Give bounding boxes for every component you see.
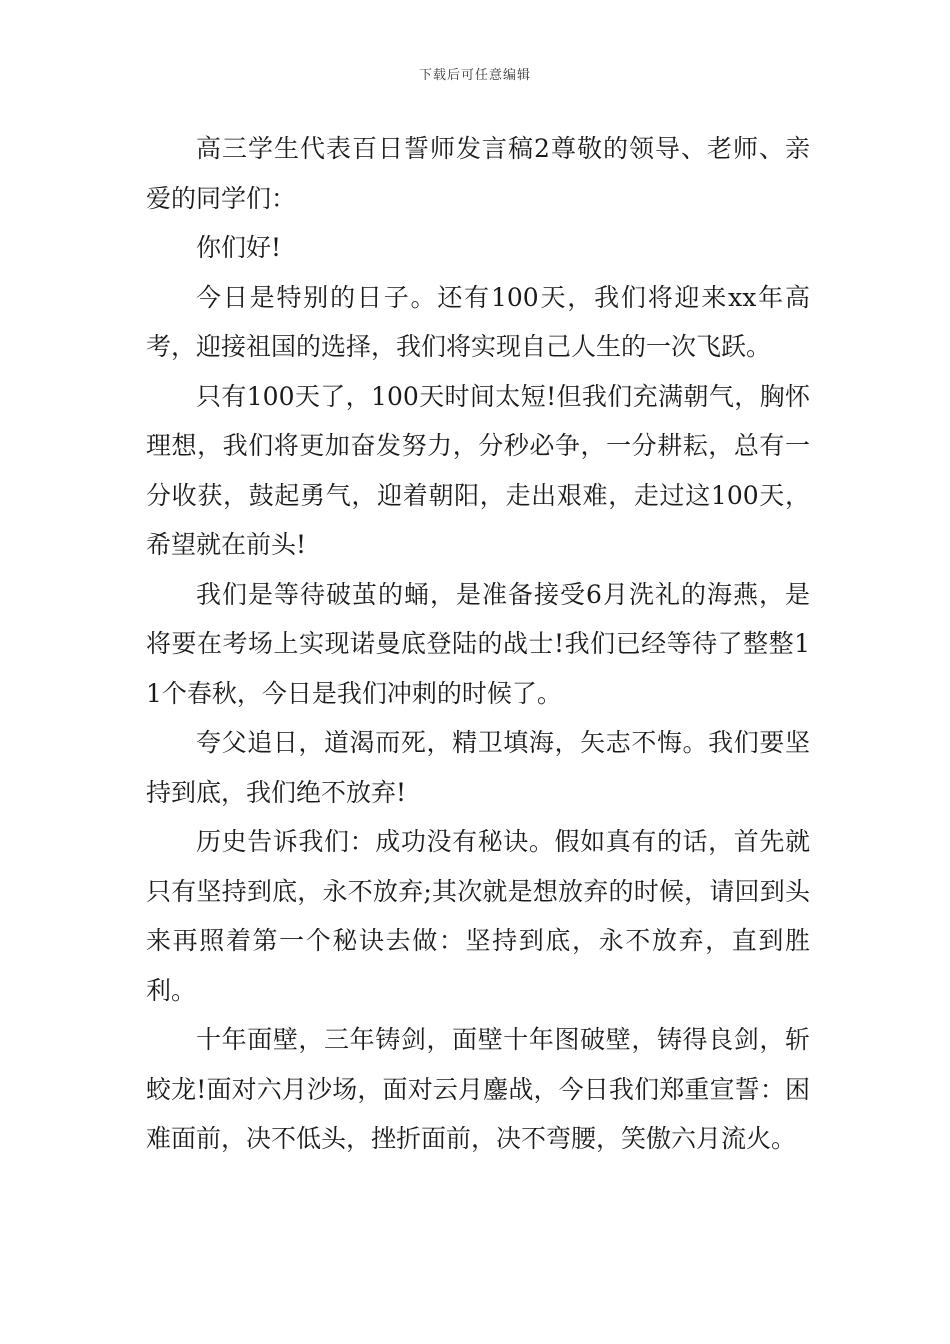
paragraph-title-greeting: 高三学生代表百日誓师发言稿2尊敬的领导、老师、亲爱的同学们： <box>146 134 810 213</box>
paragraph-chrysalis: 我们是等待破茧的蛹，是准备接受6月洗礼的海燕，是将要在考场上实现诺曼底登陆的战士!我们已经等待了整整11个春秋，今日是我们冲刺的时候了。 <box>146 579 810 708</box>
paragraph-hello: 你们好! <box>196 233 282 262</box>
paragraph-100-days: 只有100天了，100天时间太短!但我们充满朝气，胸怀理想，我们将更加奋发努力，分秒必争，一分耕耘，总有一分收获，鼓起勇气，迎着朝阳，走出艰难，走过这100天，希望就在前头! <box>146 381 810 559</box>
document-body <box>146 124 810 1164</box>
paragraph-kuafu: 夸父追日，道渴而死，精卫填海，矢志不悔。我们要坚持到底，我们绝不放弃! <box>146 728 810 807</box>
paragraph-special-day: 今日是特别的日子。还有100天，我们将迎来xx年高考，迎接祖国的选择，我们将实现自己人生的一次飞跃。 <box>146 282 810 361</box>
paragraph-history: 历史告诉我们：成功没有秘诀。假如真有的话，首先就只有坚持到底，永不放弃;其次就是想放弃的时候，请回到头来再照着第一个秘诀去做：坚持到底，永不放弃，直到胜利。 <box>146 827 810 1005</box>
paragraph-ten-years: 十年面壁，三年铸剑，面壁十年图破壁，铸得良剑，斩蛟龙!面对六月沙场，面对云月鏖战，今日我们郑重宣誓：困难面前，决不低头，挫折面前，决不弯腰，笑傲六月流火。 <box>146 1025 810 1153</box>
page-header-note: 下载后可任意编辑 <box>418 68 531 83</box>
